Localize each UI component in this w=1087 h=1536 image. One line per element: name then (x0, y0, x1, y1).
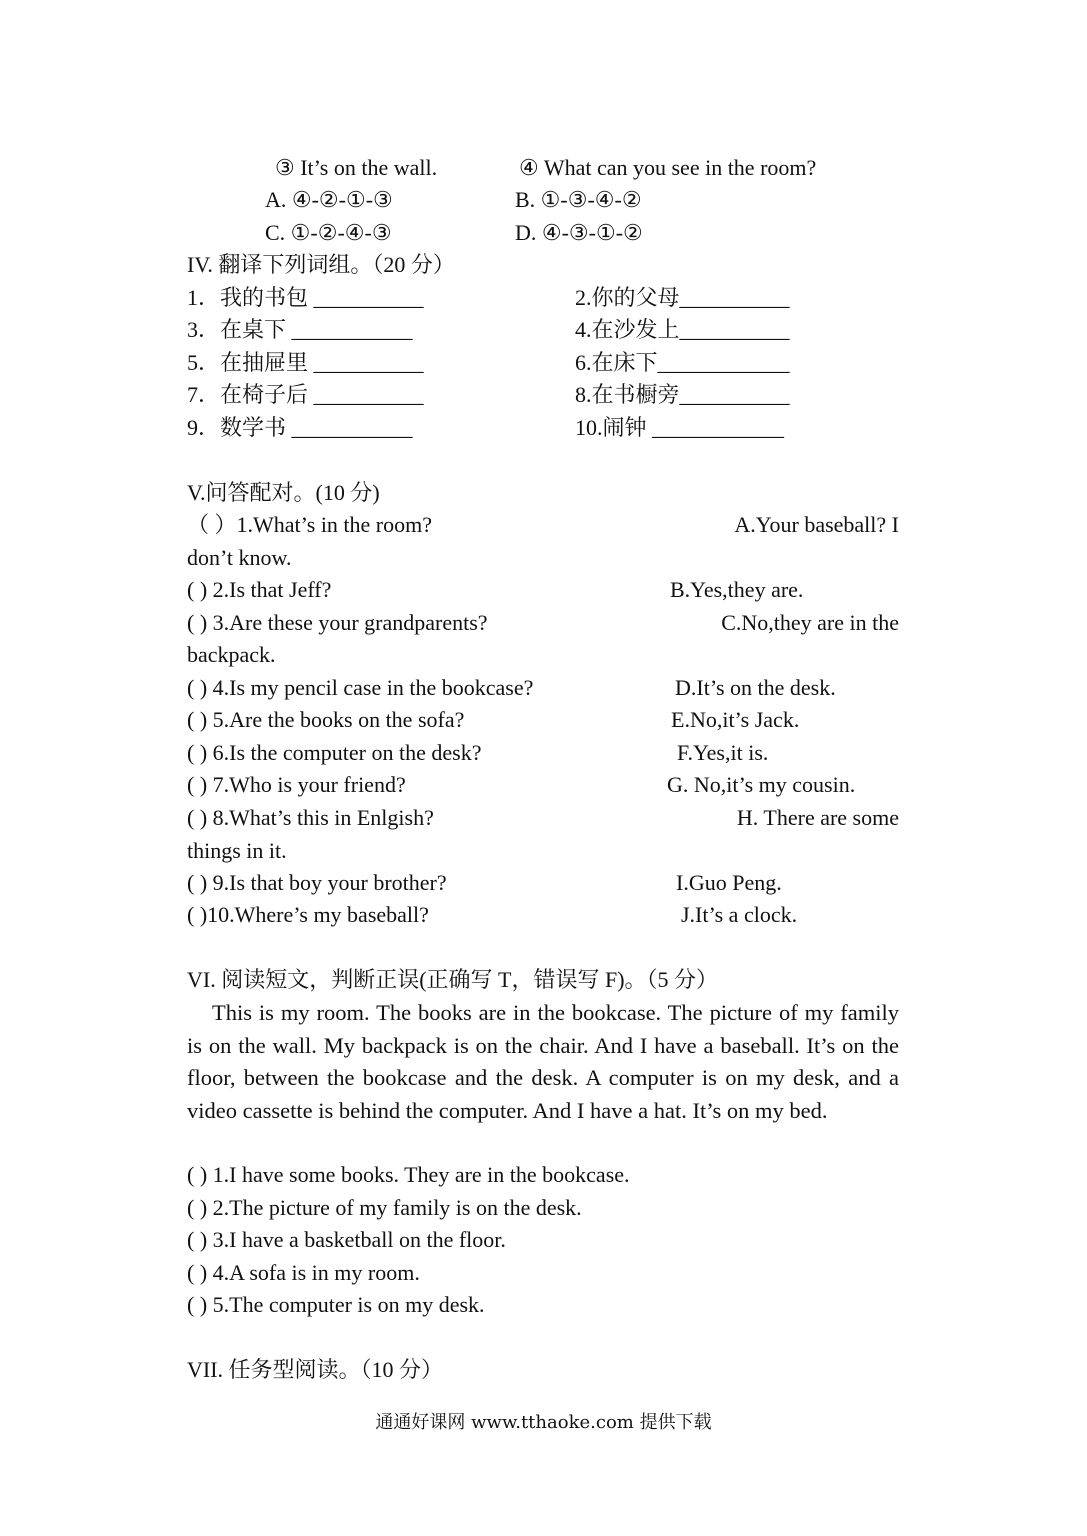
judge-item: ( ) 3.I have a basketball on the floor. (187, 1227, 506, 1252)
choice-a: A. ④-②-①-③ (265, 187, 393, 212)
translate-item: 6.在床下____________ (575, 350, 790, 375)
match-question: ( ) 7.Who is your friend? (187, 772, 406, 797)
option-3: ③ It’s on the wall. (275, 155, 438, 180)
section-6-heading: VI. 阅读短文，判断正误(正确写 T，错误写 F)。（5 分） (187, 967, 719, 992)
translate-item: 5．在抽屉里 __________ (187, 350, 424, 375)
judge-item: ( ) 4.A sofa is in my room. (187, 1260, 420, 1285)
match-question: （ ）1.What’s in the room? (187, 512, 433, 537)
match-answer-cont: backpack. (187, 642, 276, 667)
choice-c: C. ①-②-④-③ (265, 220, 392, 245)
translate-item: 3．在桌下 ___________ (187, 317, 413, 342)
match-answer-cont: things in it. (187, 838, 287, 863)
choice-b: B. ①-③-④-② (515, 187, 642, 212)
translate-item: 4.在沙发上__________ (575, 317, 790, 342)
match-answer: E.No,it’s Jack. (671, 707, 800, 732)
match-answer: B.Yes,they are. (670, 577, 804, 602)
match-row (187, 610, 899, 636)
translate-item: 1．我的书包 __________ (187, 285, 424, 310)
match-answer: G. No,it’s my cousin. (667, 772, 856, 797)
match-question: ( ) 4.Is my pencil case in the bookcase? (187, 675, 534, 700)
judge-item: ( ) 1.I have some books. They are in the bookcase. (187, 1162, 630, 1187)
match-answer: J.It’s a clock. (681, 902, 798, 927)
match-row (187, 805, 899, 831)
option-4: ④ What can you see in the room? (519, 155, 817, 180)
judge-item: ( ) 2.The picture of my family is on the desk. (187, 1195, 582, 1220)
reading-passage: This is my room. The books are in the bookcase. The picture of my family is on the wall. My backpack is on the chair. And I have a baseball. It’s on the floor, between the bookcase and the desk. A computer is on my desk, and a video cassette is behind the computer. And I have a hat. It’s on my bed. (187, 1000, 899, 1123)
match-question: ( ) 8.What’s this in Enlgish? (187, 805, 434, 830)
match-answer: C.No,they are in the (721, 610, 899, 635)
page-footer: 通通好课网 www.tthaoke.com 提供下载 (375, 1412, 712, 1433)
match-answer-cont: don’t know. (187, 545, 292, 570)
match-question: ( ) 5.Are the books on the sofa? (187, 707, 465, 732)
match-answer: F.Yes,it is. (677, 740, 769, 765)
match-answer: D.It’s on the desk. (675, 675, 836, 700)
translate-item: 9．数学书 ___________ (187, 415, 413, 440)
match-question: ( ) 2.Is that Jeff? (187, 577, 332, 602)
match-question: ( )10.Where’s my baseball? (187, 902, 429, 927)
translate-item: 8.在书橱旁__________ (575, 382, 790, 407)
match-question: ( ) 3.Are these your grandparents? (187, 610, 488, 635)
match-answer: H. There are some (736, 805, 899, 830)
match-question: ( ) 6.Is the computer on the desk? (187, 740, 482, 765)
match-question: ( ) 9.Is that boy your brother? (187, 870, 447, 895)
section-7-heading: VII. 任务型阅读。（10 分） (187, 1357, 444, 1382)
match-row (187, 512, 899, 538)
translate-item: 2.你的父母__________ (575, 285, 790, 310)
judge-item: ( ) 5.The computer is on my desk. (187, 1292, 485, 1317)
match-answer: I.Guo Peng. (676, 870, 782, 895)
section-5-heading: V.问答配对。(10 分) (187, 480, 380, 505)
section-4-heading: IV. 翻译下列词组。（20 分） (187, 252, 455, 277)
choice-d: D. ④-③-①-② (515, 220, 643, 245)
match-answer: A.Your baseball? I (734, 512, 899, 537)
translate-item: 7．在椅子后 __________ (187, 382, 424, 407)
translate-item: 10.闹钟 ____________ (575, 415, 785, 440)
